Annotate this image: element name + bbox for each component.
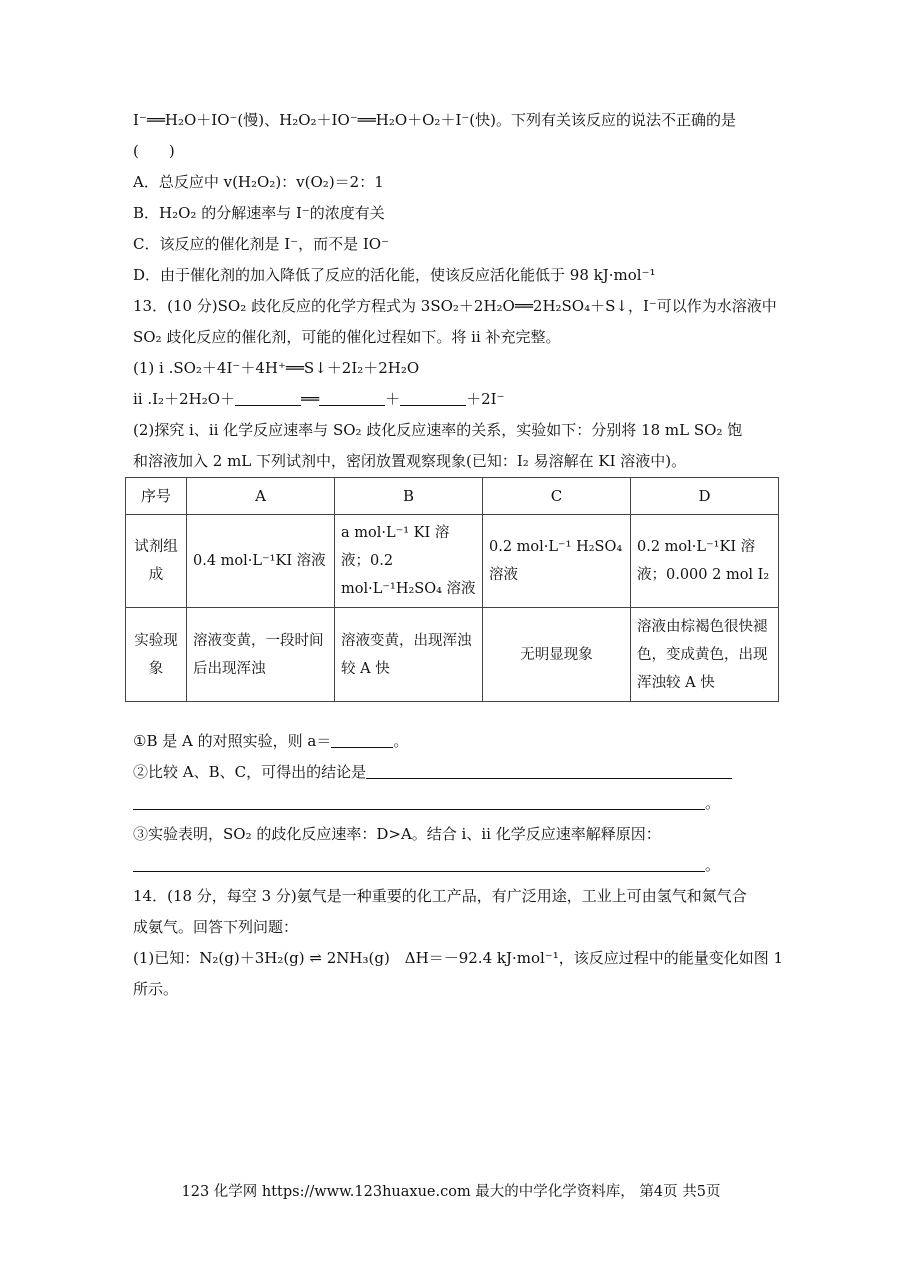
table-cell: 0.2 mol·L⁻¹KI 溶液；0.000 2 mol I₂ bbox=[631, 515, 779, 608]
sub-question-2-cont bbox=[133, 793, 720, 813]
question-14-stem: 14．(18 分，每空 3 分)氨气是一种重要的化工产品，有广泛用途，工业上可由氢气和氮气合 bbox=[133, 887, 747, 905]
sub-question-1-text: ①B 是 A 的对照实验，则 a＝ bbox=[133, 732, 332, 750]
reaction-i: (1) ⅰ .SO₂＋4I⁻＋4H⁺══S↓＋2I₂＋2H₂O bbox=[133, 359, 420, 377]
table-cell: a mol·L⁻¹ KI 溶液；0.2 mol·L⁻¹H₂SO₄ 溶液 bbox=[335, 515, 483, 608]
reaction-ii-end: ＋2I⁻ bbox=[466, 390, 505, 408]
table-cell: 0.2 mol·L⁻¹ H₂SO₄ 溶液 bbox=[483, 515, 631, 608]
answer-blank[interactable] bbox=[366, 764, 732, 779]
option-a: A．总反应中 v(H₂O₂)：v(O₂)＝2：1 bbox=[133, 173, 384, 191]
reaction-ii-arrow: ══ bbox=[301, 390, 320, 408]
reaction-ii-plus: ＋ bbox=[385, 390, 401, 408]
sub-question-1 bbox=[133, 731, 408, 751]
equation-line: (1)已知：N₂(g)＋3H₂(g) ⇌ 2NH₃(g) ΔH＝－92.4 kJ·mol⁻¹，该反应过程中的能量变化如图 1 bbox=[133, 949, 784, 967]
option-b: B．H₂O₂ 的分解速率与 I⁻的浓度有关 bbox=[133, 204, 385, 222]
reaction-ii bbox=[133, 389, 504, 409]
table-header-cell: A bbox=[187, 478, 335, 515]
table-row bbox=[126, 608, 779, 702]
text-line: 所示。 bbox=[133, 980, 179, 998]
table-cell: 溶液变黄，出现浑浊较 A 快 bbox=[335, 608, 483, 702]
reaction-ii-start: ⅱ .I₂＋2H₂O＋ bbox=[133, 390, 236, 408]
table-row bbox=[126, 515, 779, 608]
sub-question-2-text: ②比较 A、B、C，可得出的结论是 bbox=[133, 763, 367, 781]
answer-blank[interactable] bbox=[400, 391, 466, 406]
text-line: I⁻══H₂O＋IO⁻(慢)、H₂O₂＋IO⁻══H₂O＋O₂＋I⁻(快)。下列有关该反应的说法不正确的是 bbox=[133, 111, 736, 129]
table-header-row bbox=[126, 478, 779, 515]
table-cell: 0.4 mol·L⁻¹KI 溶液 bbox=[187, 515, 335, 608]
experiment-table bbox=[125, 477, 779, 702]
period: 。 bbox=[705, 856, 721, 874]
question-13-stem: 13．(10 分)SO₂ 歧化反应的化学方程式为 3SO₂＋2H₂O══2H₂SO₄＋S↓，I⁻可以作为水溶液中 bbox=[133, 297, 777, 315]
answer-blank[interactable] bbox=[133, 857, 705, 872]
table-header-cell: B bbox=[335, 478, 483, 515]
text-line: ( ) bbox=[133, 142, 175, 160]
sub-question-2 bbox=[133, 762, 732, 782]
page-footer: 123 化学网 https://www.123huaxue.com 最大的中学化学资料库， 第4页 共5页 bbox=[181, 1184, 721, 1200]
table-cell: 溶液变黄，一段时间后出现浑浊 bbox=[187, 608, 335, 702]
table-header-cell: 序号 bbox=[126, 478, 187, 515]
text-line: 成氨气。回答下列问题： bbox=[133, 918, 299, 936]
row-label: 实验现象 bbox=[126, 608, 187, 702]
answer-blank[interactable] bbox=[331, 733, 393, 748]
text-line: SO₂ 歧化反应的催化剂，可能的催化过程如下。将 ⅱ 补充完整。 bbox=[133, 328, 561, 346]
period: 。 bbox=[393, 732, 409, 750]
table-header-cell: C bbox=[483, 478, 631, 515]
option-c: C．该反应的催化剂是 I⁻，而不是 IO⁻ bbox=[133, 235, 389, 253]
table-header-cell: D bbox=[631, 478, 779, 515]
table-cell: 溶液由棕褐色很快褪色，变成黄色，出现浑浊较 A 快 bbox=[631, 608, 779, 702]
option-d: D．由于催化剂的加入降低了反应的活化能，使该反应活化能低于 98 kJ·mol⁻¹ bbox=[133, 266, 656, 284]
row-label: 试剂组成 bbox=[126, 515, 187, 608]
answer-blank[interactable] bbox=[319, 391, 385, 406]
answer-blank[interactable] bbox=[133, 795, 705, 810]
table-cell: 无明显现象 bbox=[483, 608, 631, 702]
period: 。 bbox=[705, 794, 721, 812]
answer-blank[interactable] bbox=[235, 391, 301, 406]
text-line: (2)探究 ⅰ、ⅱ 化学反应速率与 SO₂ 歧化反应速率的关系，实验如下：分别将 18 mL SO₂ 饱 bbox=[133, 421, 743, 439]
sub-question-3-cont bbox=[133, 855, 720, 875]
text-line: 和溶液加入 2 mL 下列试剂中，密闭放置观察现象(已知：I₂ 易溶解在 KI 溶液中)。 bbox=[133, 452, 687, 470]
sub-question-3: ③实验表明，SO₂ 的歧化反应速率：D>A。结合 ⅰ、ⅱ 化学反应速率解释原因： bbox=[133, 825, 661, 843]
